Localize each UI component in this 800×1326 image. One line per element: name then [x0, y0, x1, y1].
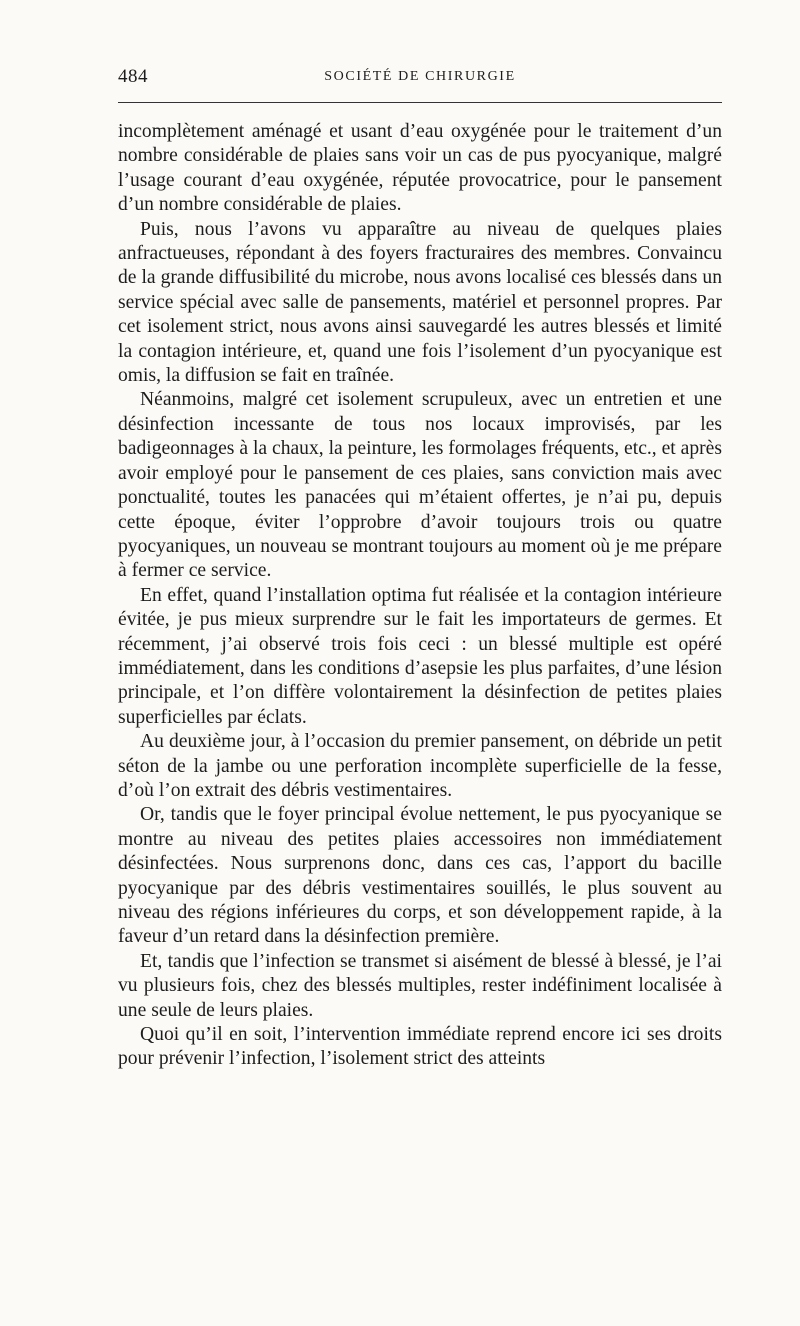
body-text — [118, 120, 722, 1072]
paragraph-6: Or, tandis que le foyer principal évolue nettement, le pus pyocyanique se montre au niveau des petites plaies accessoires non immédiatement désinfectées. Nous surprenons donc, dans ces cas, l’apport du bacille pyocyanique par des débris vestimentaires souillés, le plus souvent au niveau des régions inférieures du corps, et son développement rapide, à la faveur d’un retard dans la désinfection première. — [118, 804, 722, 948]
journal-title: SOCIÉTÉ DE CHIRURGIE — [324, 69, 516, 84]
paragraph-3: Néanmoins, malgré cet isolement scrupuleux, avec un entretien et une désinfection incessante de tous nos locaux improvisés, par les badigeonnages à la chaux, la peinture, les formolages fréquents, etc., et après avoir employé pour le pansement de ces plaies, sans conviction mais avec ponctualité, toutes les panacées qui m’étaient offertes, je n’ai pu, depuis cette époque, éviter l’opprobre d’avoir toujours trois ou quatre pyocyaniques, un nouveau se montrant toujours au moment où je me prépare à fermer ce service. — [118, 389, 722, 582]
page-number: 484 — [118, 66, 148, 87]
paragraph-2: Puis, nous l’avons vu apparaître au niveau de quelques plaies anfractueuses, répondant à des foyers fracturaires des membres. Convaincu de la grande diffusibilité du microbe, nous avons localisé ces blessés dans un service spécial avec salle de pansements, matériel et personnel propres. Par cet isolement strict, nous avons ainsi sauvegardé les autres blessés et limité la contagion intérieure, et, quand une fois l’isolement d’un pyocyanique est omis, la diffusion se fait en traînée. — [118, 218, 722, 387]
header-rule — [118, 102, 722, 103]
paragraph-8: Quoi qu’il en soit, l’intervention immédiate reprend encore ici ses droits pour prévenir l’infection, l’isolement strict des atteints — [118, 1024, 722, 1070]
paragraph-4: En effet, quand l’installation optima fut réalisée et la contagion intérieure évitée, je pus mieux surprendre sur le fait les importateurs de germes. Et récemment, j’ai observé trois fois ceci : un blessé multiple est opéré immédiatement, dans les conditions d’asepsie les plus parfaites, d’une lésion principale, et l’on diffère volontairement la désinfection de petites plaies superficielles par éclats. — [118, 584, 722, 728]
paragraph-5: Au deuxième jour, à l’occasion du premier pansement, on débride un petit séton de la jambe ou une perforation incomplète superficielle de la fesse, d’où l’on extrait des débris vestimentaires. — [118, 731, 722, 801]
paragraph-7: Et, tandis que l’infection se transmet si aisément de blessé à blessé, je l’ai vu plusieurs fois, chez des blessés multiples, rester indéfiniment localisée à une seule de leurs plaies. — [118, 950, 722, 1021]
running-head — [118, 66, 722, 90]
paragraph-1: incomplètement aménagé et usant d’eau oxygénée pour le traitement d’un nombre considérable de plaies sans voir un cas de pus pyocyanique, malgré l’usage courant d’eau oxygénée, réputée provocatrice, pour le pansement d’un nombre considérable de plaies. — [118, 121, 722, 216]
